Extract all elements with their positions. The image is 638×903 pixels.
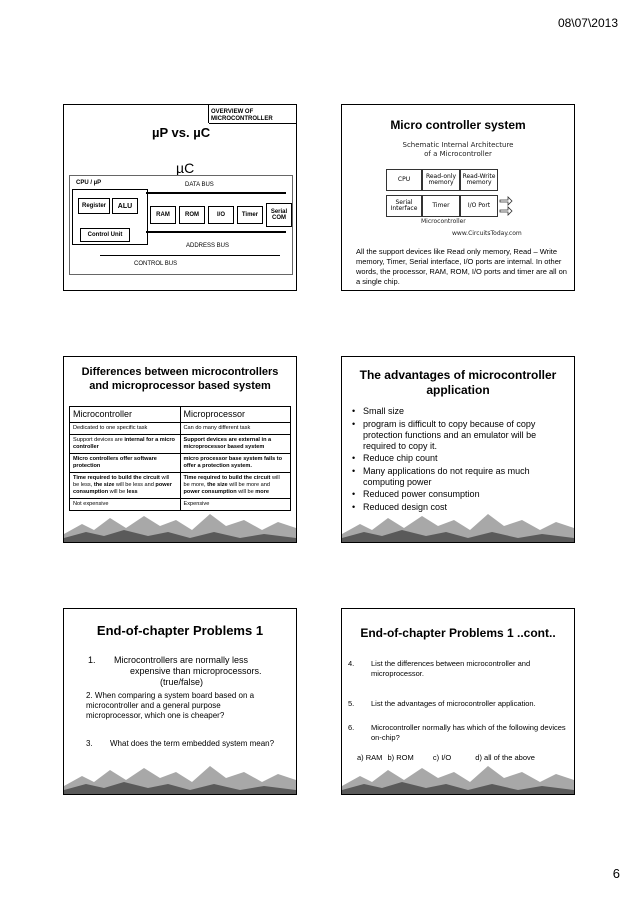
control-bus-label: CONTROL BUS: [134, 261, 178, 267]
question-5: [348, 699, 568, 709]
slide-problems-1: [63, 608, 297, 795]
address-bus-line: [146, 231, 286, 233]
mountain-footer-icon: [342, 760, 574, 794]
title-line2: application: [426, 383, 490, 397]
website-caption: www.CircuitsToday.com: [452, 230, 522, 237]
overview-line2: MICROCONTROLLER: [211, 116, 273, 122]
slide-differences: [63, 356, 297, 543]
cell-text-bold: more: [255, 489, 269, 495]
cell-text-bold: Time required to build the circuit: [183, 475, 271, 481]
cell: Can do many different task: [180, 423, 291, 435]
cell-text-bold: the size: [207, 482, 228, 488]
table-row: [70, 454, 291, 473]
list-item: [352, 466, 566, 488]
slide-title: µP vs. µC: [152, 125, 211, 140]
cell-text: will be: [236, 489, 256, 495]
com-label: COM: [272, 215, 286, 221]
cell-text-bold: Support devices are external in a microprocessor based system: [183, 437, 272, 450]
bullet-icon: •: [352, 465, 356, 476]
serial-line2: Interface: [390, 205, 418, 212]
cell-text: will be more,: [183, 475, 280, 488]
list-item-text: program is difficult to copy because of copy protection functions and an emulator will be required to copy it.: [363, 418, 537, 451]
read-write-memory-cell: [460, 169, 498, 191]
title-line1: Differences between microcontrollers: [81, 366, 279, 378]
cell-text: will be less,: [73, 475, 170, 488]
cell-text: will be less and: [114, 482, 156, 488]
cell-text-bold: the size: [93, 482, 115, 488]
cell: Dedicated to one specific task: [70, 423, 181, 435]
slide-title: End-of-chapter Problems 1 ..cont..: [360, 626, 556, 640]
page-number: 6: [612, 866, 620, 881]
serial-com-box: [266, 203, 292, 227]
overview-label: [211, 109, 273, 123]
control-bus-line: [100, 255, 280, 256]
question-number: 1.: [88, 655, 96, 665]
slide-up-vs-uc: [63, 104, 297, 291]
slide-title: End-of-chapter Problems 1: [96, 623, 264, 638]
comparison-table: [69, 406, 291, 511]
serial-line1: Serial: [395, 199, 413, 206]
overview-line1: OVERVIEW OF: [211, 109, 254, 115]
list-item: [352, 453, 566, 464]
cell-text-bold: power consumption: [73, 482, 172, 495]
bullet-icon: •: [352, 453, 356, 463]
timer-cell: Timer: [422, 195, 460, 217]
cell: [180, 435, 291, 454]
cell-text-bold: Time required to build the circuit: [73, 475, 160, 481]
question-6: [348, 723, 568, 743]
advantages-list: [352, 406, 566, 514]
read-only-memory-cell: [422, 169, 460, 191]
diagram-title-line1: Schematic Internal Architecture: [402, 141, 514, 149]
cell-text-bold: power consumption: [183, 489, 237, 495]
bullet-icon: •: [352, 418, 356, 429]
timer-box: Timer: [237, 206, 263, 224]
cell-text: will be: [108, 489, 127, 495]
diagram-title-line2: of a Microcontroller: [424, 150, 492, 158]
question-4: [348, 659, 568, 679]
list-item-text: Many applications do not require as much computing power: [363, 465, 530, 487]
description: All the support devices like Read only memory, Read – Write memory, Timer, Serial interface, I/O ports are internal. In other words, the processor, RAM, ROM, I/O ports and timer are all on a single chip.: [356, 247, 567, 286]
cell: [70, 473, 181, 499]
question-4-text: List the differences between microcontroller and microprocessor.: [371, 659, 531, 678]
list-item: [352, 419, 566, 452]
question-number: 4.: [348, 659, 355, 668]
cell: Expensive: [180, 499, 291, 511]
list-item: [352, 489, 566, 500]
question-3: [86, 739, 296, 749]
slide-problems-1-cont: [341, 608, 575, 795]
title-line1: The advantages of microcontroller: [359, 368, 557, 382]
io-box: I/O: [208, 206, 234, 224]
cell: [70, 454, 181, 473]
question-number: 3.: [86, 739, 93, 748]
control-unit-box: Control Unit: [80, 228, 130, 242]
question-number: 5.: [348, 699, 355, 708]
cell-text-bold: internal for a micro controller: [73, 437, 175, 450]
table-header-row: [70, 407, 291, 423]
cell: Not expensive: [70, 499, 181, 511]
option-a: a) RAM: [357, 753, 383, 762]
question-3-text: What does the term embedded system mean?: [110, 739, 275, 748]
slide-microcontroller-system: [341, 104, 575, 291]
slide-advantages: [341, 356, 575, 543]
cell-text: will be more and: [227, 482, 270, 488]
overview-underline: [209, 123, 297, 124]
alu-box: ALU: [112, 198, 138, 214]
register-box: Register: [78, 198, 110, 214]
io-port-cell: I/O Port: [460, 195, 498, 217]
data-bus-label: DATA BUS: [185, 182, 214, 188]
list-item-text: Reduce chip count: [363, 453, 438, 463]
cell: [70, 435, 181, 454]
read-write-line1: Read-Write: [462, 173, 496, 180]
address-bus-label: ADDRESS BUS: [186, 243, 230, 249]
serial-label: Serial: [270, 209, 288, 215]
cpu-cell: CPU: [386, 169, 422, 191]
list-item: [352, 406, 566, 417]
option-b: b) ROM: [387, 753, 414, 762]
option-c: c) I/O: [432, 753, 452, 762]
cell-text-bold: micro processor base system fails to offer a protection system.: [183, 456, 283, 469]
table-row: [70, 435, 291, 454]
read-write-line2: memory: [466, 179, 492, 186]
col-microcontroller: Microcontroller: [70, 407, 181, 423]
option-d: d) all of the above: [475, 753, 535, 762]
cell: [180, 473, 291, 499]
rom-box: ROM: [179, 206, 205, 224]
question-6-text: Microcontroller normally has which of the following devices on-chip?: [371, 723, 566, 742]
title-line2: and microprocessor based system: [89, 380, 271, 392]
cell-text-bold: less: [126, 489, 138, 495]
question-2: 2. When comparing a system board based on a microcontroller and a general purpose microprocessor, which one is cheaper?: [86, 691, 255, 720]
cpu-label: CPU / µP: [76, 180, 102, 186]
col-microprocessor: Microprocessor: [180, 407, 291, 423]
cell: [180, 454, 291, 473]
question-1-line3: (true/false): [160, 677, 204, 687]
bullet-icon: •: [352, 489, 356, 499]
question-5-text: List the advantages of microcontroller application.: [371, 699, 536, 708]
read-only-line2: memory: [428, 179, 454, 186]
table-row: [70, 473, 291, 499]
overview-divider: [208, 105, 209, 123]
question-1-line2: expensive than microprocessors.: [130, 666, 262, 676]
microcontroller-caption: Microcontroller: [421, 218, 466, 225]
mountain-footer-icon: [64, 760, 296, 794]
header-date: 08\07\2013: [557, 16, 618, 30]
ram-box: RAM: [150, 206, 176, 224]
arrows-icon: [499, 195, 513, 217]
question-1: [88, 655, 288, 688]
data-bus-line: [146, 192, 286, 194]
list-item-text: Small size: [363, 406, 405, 416]
slide-title: Micro controller system: [390, 118, 526, 132]
bullet-icon: •: [352, 501, 356, 512]
serial-interface-cell: [386, 195, 422, 217]
mountain-footer-icon: [64, 508, 296, 542]
read-only-line1: Read-only: [425, 173, 457, 180]
list-item-text: Reduced power consumption: [363, 489, 480, 499]
question-number: 6.: [348, 723, 355, 732]
uc-label: µC: [176, 160, 195, 176]
cell-text: Support devices are: [73, 437, 125, 443]
list-item-text: Reduced design cost: [363, 501, 448, 512]
question-1-line1: Microcontrollers are normally less: [114, 655, 249, 665]
bullet-icon: •: [352, 406, 356, 416]
table-row: [70, 423, 291, 435]
cell-text-bold: Micro controllers offer software protection: [73, 456, 157, 469]
mountain-footer-icon: [342, 508, 574, 542]
